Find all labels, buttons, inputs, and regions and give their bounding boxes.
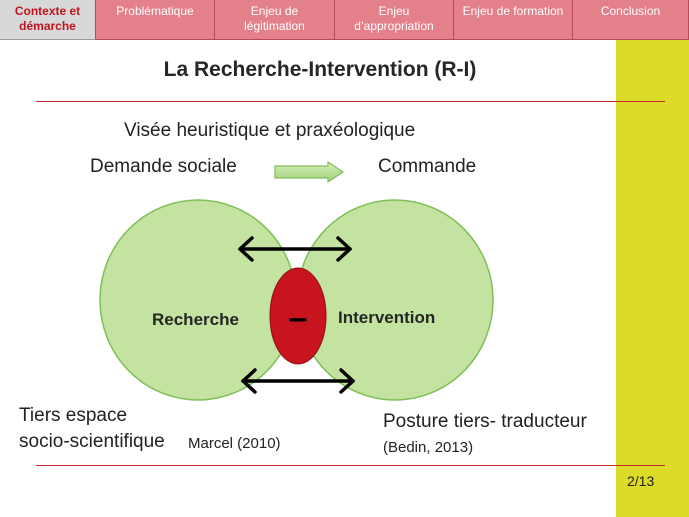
bedin-reference: (Bedin, 2013): [383, 439, 474, 456]
marcel-reference: Marcel (2010): [188, 435, 281, 452]
tiers-espace-text: Tiers espace: [19, 405, 128, 426]
slide-title: La Recherche-Intervention (R-I): [163, 58, 477, 81]
intervention-label: Intervention: [338, 308, 436, 327]
footer-divider: [36, 465, 665, 466]
right-term-text: Commande: [378, 156, 477, 177]
recherche-label: Recherche: [152, 310, 239, 329]
left-term-text: Demande sociale: [90, 156, 237, 177]
posture-tiers-traducteur-text: Posture tiers- traducteur: [383, 411, 587, 432]
tab-problematique[interactable]: Problématique: [96, 0, 215, 40]
intervention-circle: [297, 200, 493, 400]
tab-contexte-demarche[interactable]: Contexte et démarche: [0, 0, 96, 40]
center-minus-sign: –: [288, 299, 308, 337]
page-number: 2/13: [627, 473, 655, 489]
recherche-circle: [100, 200, 296, 400]
socio-scientifique-text: socio-scientifique: [19, 431, 165, 452]
subtitle-text: Visée heuristique et praxéologique: [124, 120, 416, 141]
block-arrow-icon: [275, 162, 343, 182]
tab-conclusion[interactable]: Conclusion: [573, 0, 689, 40]
tab-enjeu-legitimation[interactable]: Enjeu de légitimation: [215, 0, 335, 40]
tab-enjeu-appropriation[interactable]: Enjeu d’appropriation: [335, 0, 454, 40]
tab-enjeu-formation[interactable]: Enjeu de formation: [454, 0, 573, 40]
